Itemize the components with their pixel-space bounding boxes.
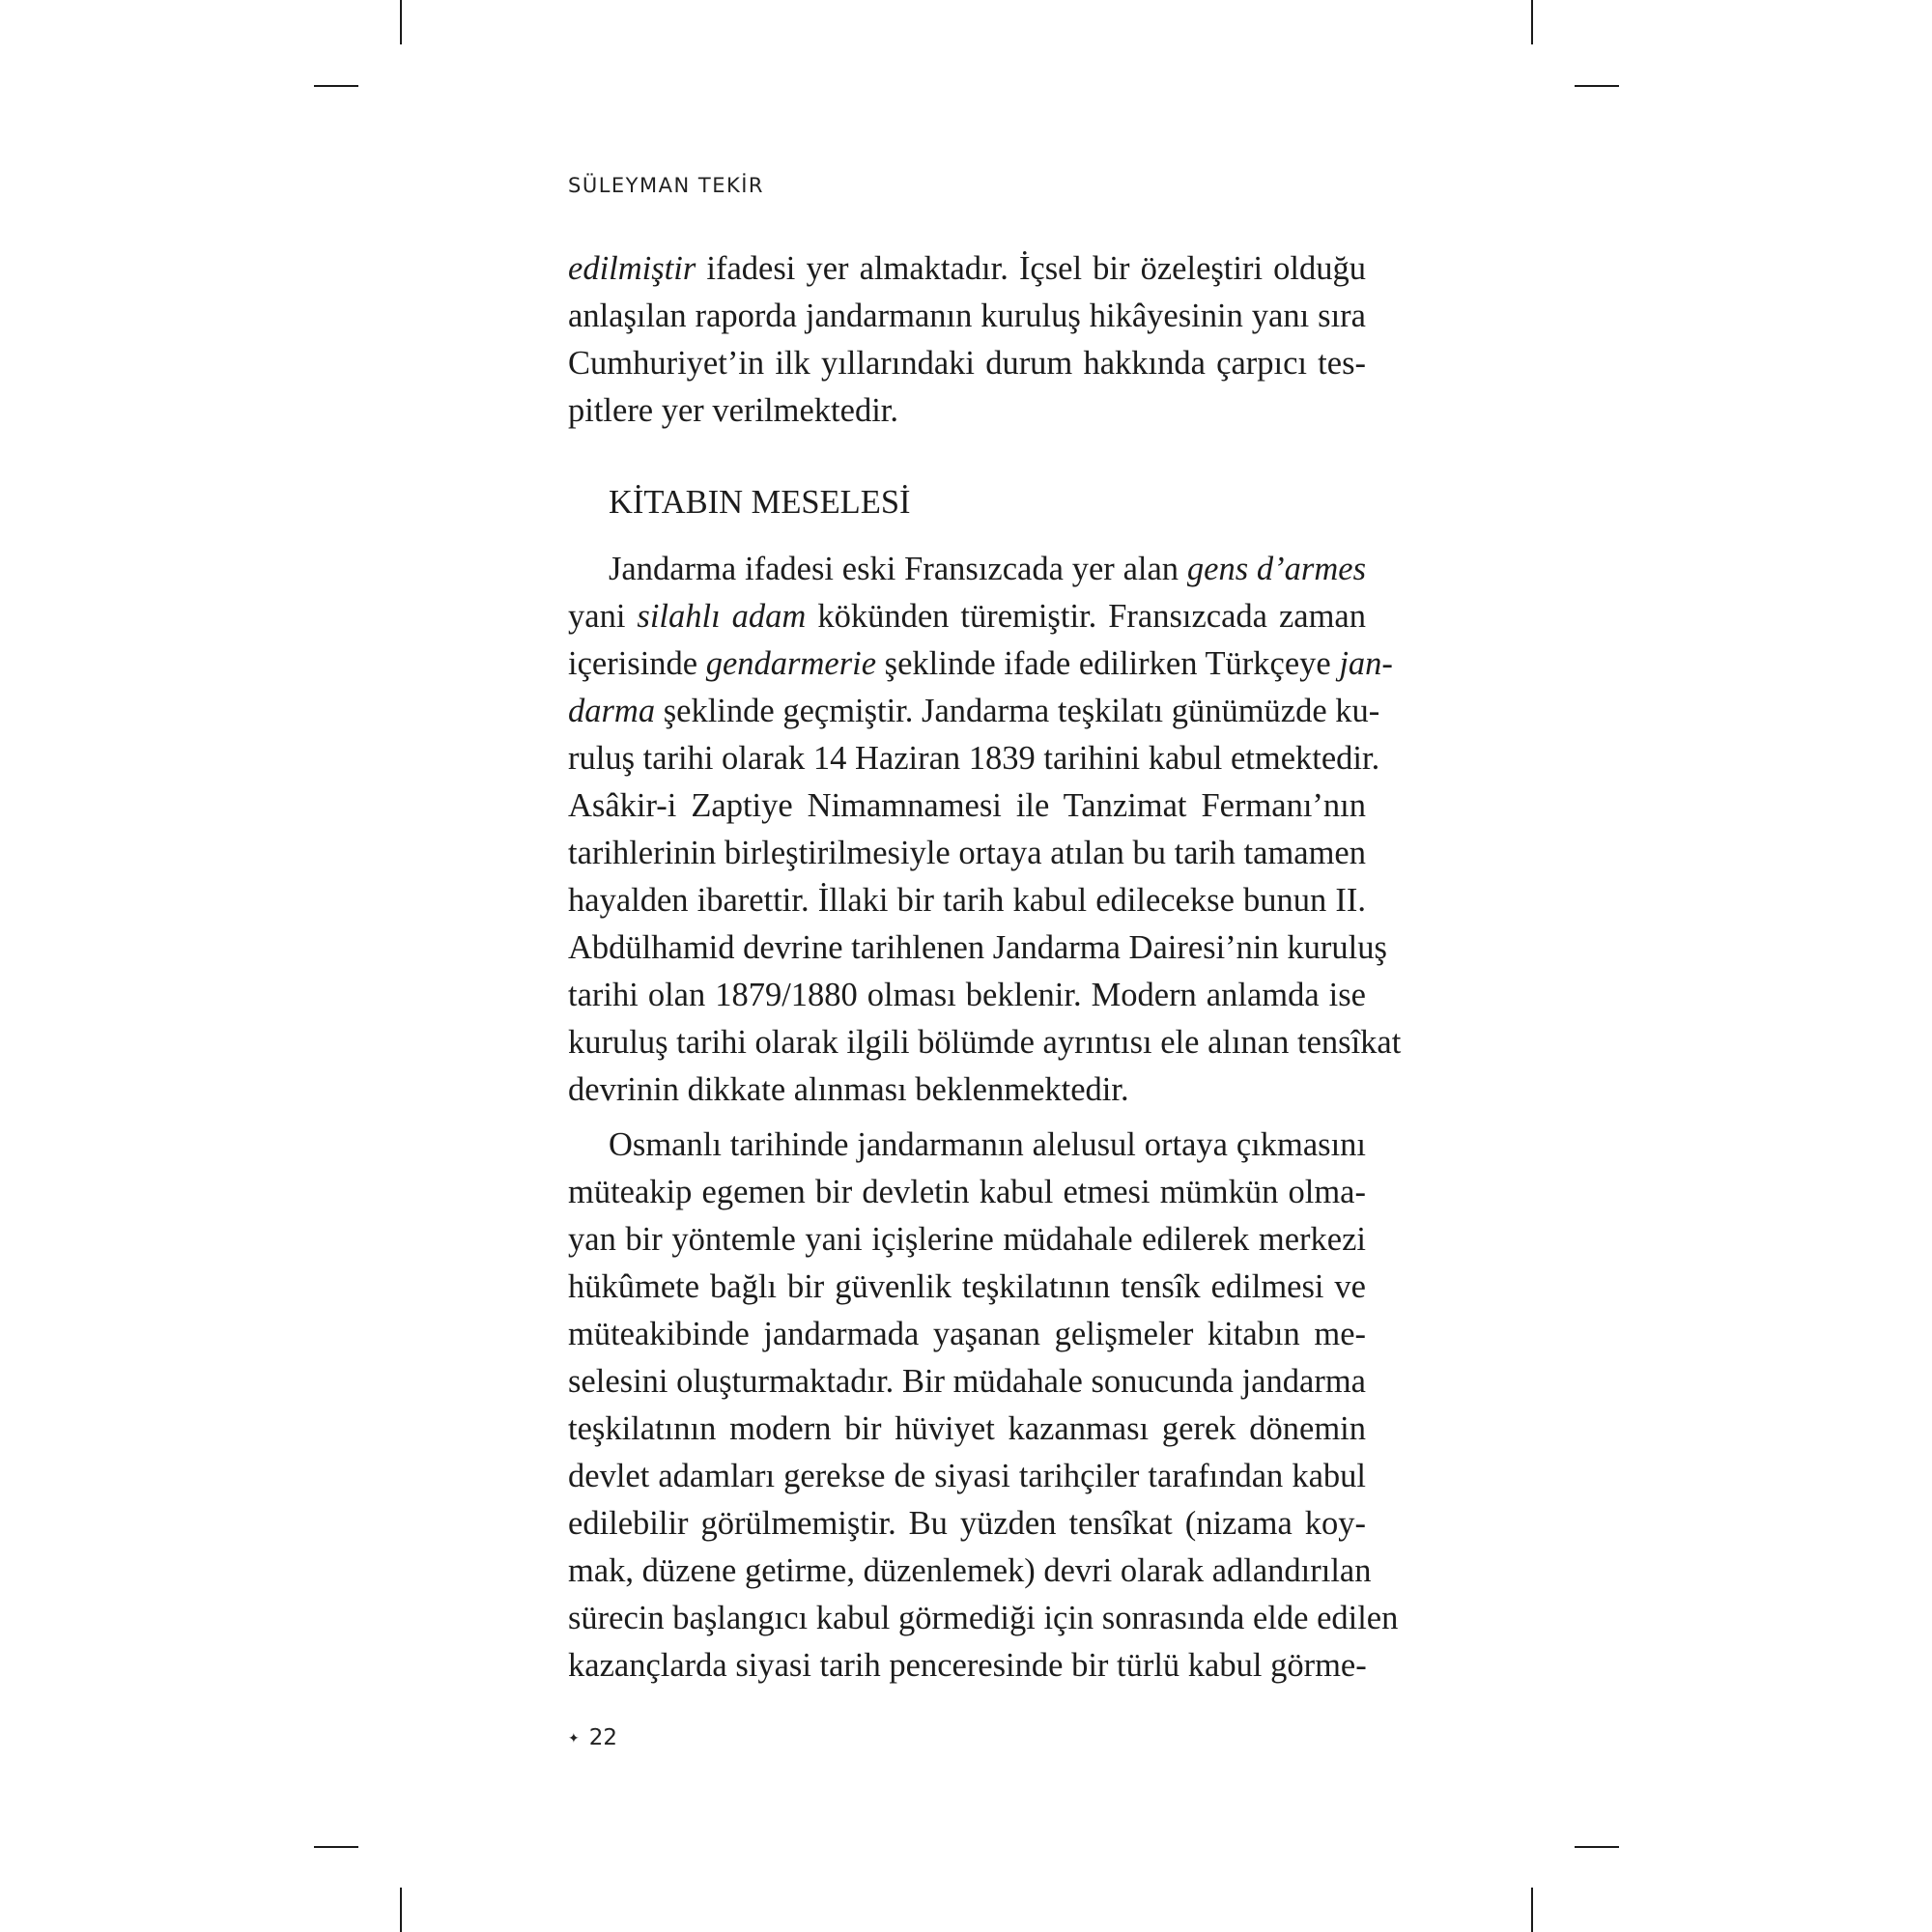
folio xyxy=(568,1725,617,1750)
text-run: kuruluş tarihi olarak ilgili bölümde ayrıntısı ele alınan tensîkat xyxy=(568,1024,1402,1061)
text-run: kökünden türemiştir. Fransızcada zaman xyxy=(806,598,1366,635)
text-run: teşkilatının modern bir hüviyet kazanması gerek dönemin xyxy=(568,1410,1366,1447)
text-line xyxy=(568,546,1366,593)
text-run: Osmanlı tarihinde jandarmanın alelusul ortaya çıkmasını xyxy=(609,1126,1366,1163)
text-line xyxy=(568,1169,1366,1216)
text-run: şeklinde ifade edilirken Türkçeye xyxy=(876,645,1340,682)
crop-mark-top-left xyxy=(400,0,402,44)
text-line xyxy=(568,245,1366,293)
text-line xyxy=(568,1406,1366,1453)
text-run: ruluş tarihi olarak 14 Haziran 1839 tarihini kabul etmektedir. xyxy=(568,740,1380,777)
text-line xyxy=(568,1358,1366,1406)
text-run: yani xyxy=(568,598,638,635)
text-run: yan bir yöntemle yani içişlerine müdahale edilerek merkezi xyxy=(568,1221,1366,1258)
text-run: devlet adamları gerekse de siyasi tarihçiler tarafından kabul xyxy=(568,1458,1366,1494)
italic-term: edilmiştir xyxy=(568,250,696,287)
italic-term: gendarmerie xyxy=(705,645,877,682)
text-line xyxy=(568,1264,1366,1311)
text-run: edilebilir görülmemiştir. Bu yüzden tensîkat (nizama koy- xyxy=(568,1505,1366,1542)
text-run: ifadesi yer almaktadır. İçsel bir özeleştiri olduğu xyxy=(696,250,1366,287)
text-line xyxy=(568,972,1366,1019)
crop-mark-bottom-right xyxy=(1531,1888,1533,1932)
crop-mark-right-lower xyxy=(1575,1846,1619,1848)
text-line xyxy=(568,1019,1402,1066)
text-line xyxy=(568,1311,1366,1358)
text-run: Cumhuriyet’in ilk yıllarındaki durum hakkında çarpıcı tes- xyxy=(568,345,1366,382)
italic-term: silahlı adam xyxy=(637,598,807,635)
text-line xyxy=(568,1548,1372,1595)
text-run: pitlere yer verilmektedir. xyxy=(568,392,898,429)
crop-mark-bottom-left xyxy=(400,1888,402,1932)
crop-mark-top-right xyxy=(1531,0,1533,44)
text-run: hükûmete bağlı bir güvenlik teşkilatının tensîk edilmesi ve xyxy=(568,1268,1366,1305)
running-head: SÜLEYMAN TEKİR xyxy=(568,174,765,197)
crop-mark-left-lower xyxy=(314,1846,358,1848)
text-line xyxy=(568,1642,1366,1690)
text-line xyxy=(568,340,1366,387)
text-run: sürecin başlangıcı kabul görmediği için sonrasında elde edilen xyxy=(568,1600,1399,1636)
text-line xyxy=(568,1500,1366,1548)
text-run: Asâkir-i Zaptiye Nimamnamesi ile Tanzimat Fermanı’nın xyxy=(568,787,1366,824)
ornament-icon: ✦ xyxy=(568,1731,580,1747)
text-run: tarihi olan 1879/1880 olması beklenir. Modern anlamda ise xyxy=(568,977,1366,1013)
text-line xyxy=(568,782,1366,830)
text-line xyxy=(568,593,1366,640)
text-line xyxy=(568,877,1366,924)
text-run: Abdülhamid devrine tarihlenen Jandarma Dairesi’nin kuruluş xyxy=(568,929,1387,966)
text-run: selesini oluşturmaktadır. Bir müdahale sonucunda jandarma xyxy=(568,1363,1366,1400)
paragraph-jandarma-etymology xyxy=(568,546,1402,1114)
text-line xyxy=(568,1216,1366,1264)
text-line xyxy=(568,688,1380,735)
text-run: müteakip egemen bir devletin kabul etmesi mümkün olma- xyxy=(568,1174,1366,1210)
text-line xyxy=(568,1122,1366,1169)
text-line xyxy=(568,1453,1366,1500)
text-run: kazançlarda siyasi tarih penceresinde bir türlü kabul görme- xyxy=(568,1647,1367,1684)
text-run: içerisinde xyxy=(568,645,706,682)
text-line xyxy=(568,924,1387,972)
text-run: şeklinde geçmiştir. Jandarma teşkilatı günümüzde ku- xyxy=(655,693,1380,729)
section-heading: KİTABIN MESELESİ xyxy=(609,484,911,521)
italic-term: darma xyxy=(568,693,656,729)
italic-term: jan- xyxy=(1339,645,1393,682)
crop-mark-left-upper xyxy=(314,85,358,87)
text-run: devrinin dikkate alınması beklenmektedir. xyxy=(568,1071,1129,1108)
text-line xyxy=(568,1595,1399,1642)
page-number: 22 xyxy=(588,1725,618,1750)
text-run: Jandarma ifadesi eski Fransızcada yer alan xyxy=(609,551,1187,587)
text-run: müteakibinde jandarmada yaşanan gelişmeler kitabın me- xyxy=(568,1316,1366,1352)
crop-mark-right-upper xyxy=(1575,85,1619,87)
paragraph-continuation xyxy=(568,245,1366,435)
text-line xyxy=(568,735,1380,782)
text-run: mak, düzene getirme, düzenlemek) devri olarak adlandırılan xyxy=(568,1552,1372,1589)
text-line xyxy=(568,293,1366,340)
book-page xyxy=(568,0,1402,1932)
text-run: anlaşılan raporda jandarmanın kuruluş hikâyesinin yanı sıra xyxy=(568,298,1366,334)
text-run: hayalden ibarettir. İllaki bir tarih kabul edilecekse bunun II. xyxy=(568,882,1366,919)
italic-term: gens d’armes xyxy=(1186,551,1366,587)
paragraph-book-subject xyxy=(568,1122,1399,1690)
text-line xyxy=(568,640,1393,688)
text-run: tarihlerinin birleştirilmesiyle ortaya atılan bu tarih tamamen xyxy=(568,835,1366,871)
text-line xyxy=(568,1066,1366,1114)
text-line xyxy=(568,387,1366,435)
text-line xyxy=(568,830,1366,877)
